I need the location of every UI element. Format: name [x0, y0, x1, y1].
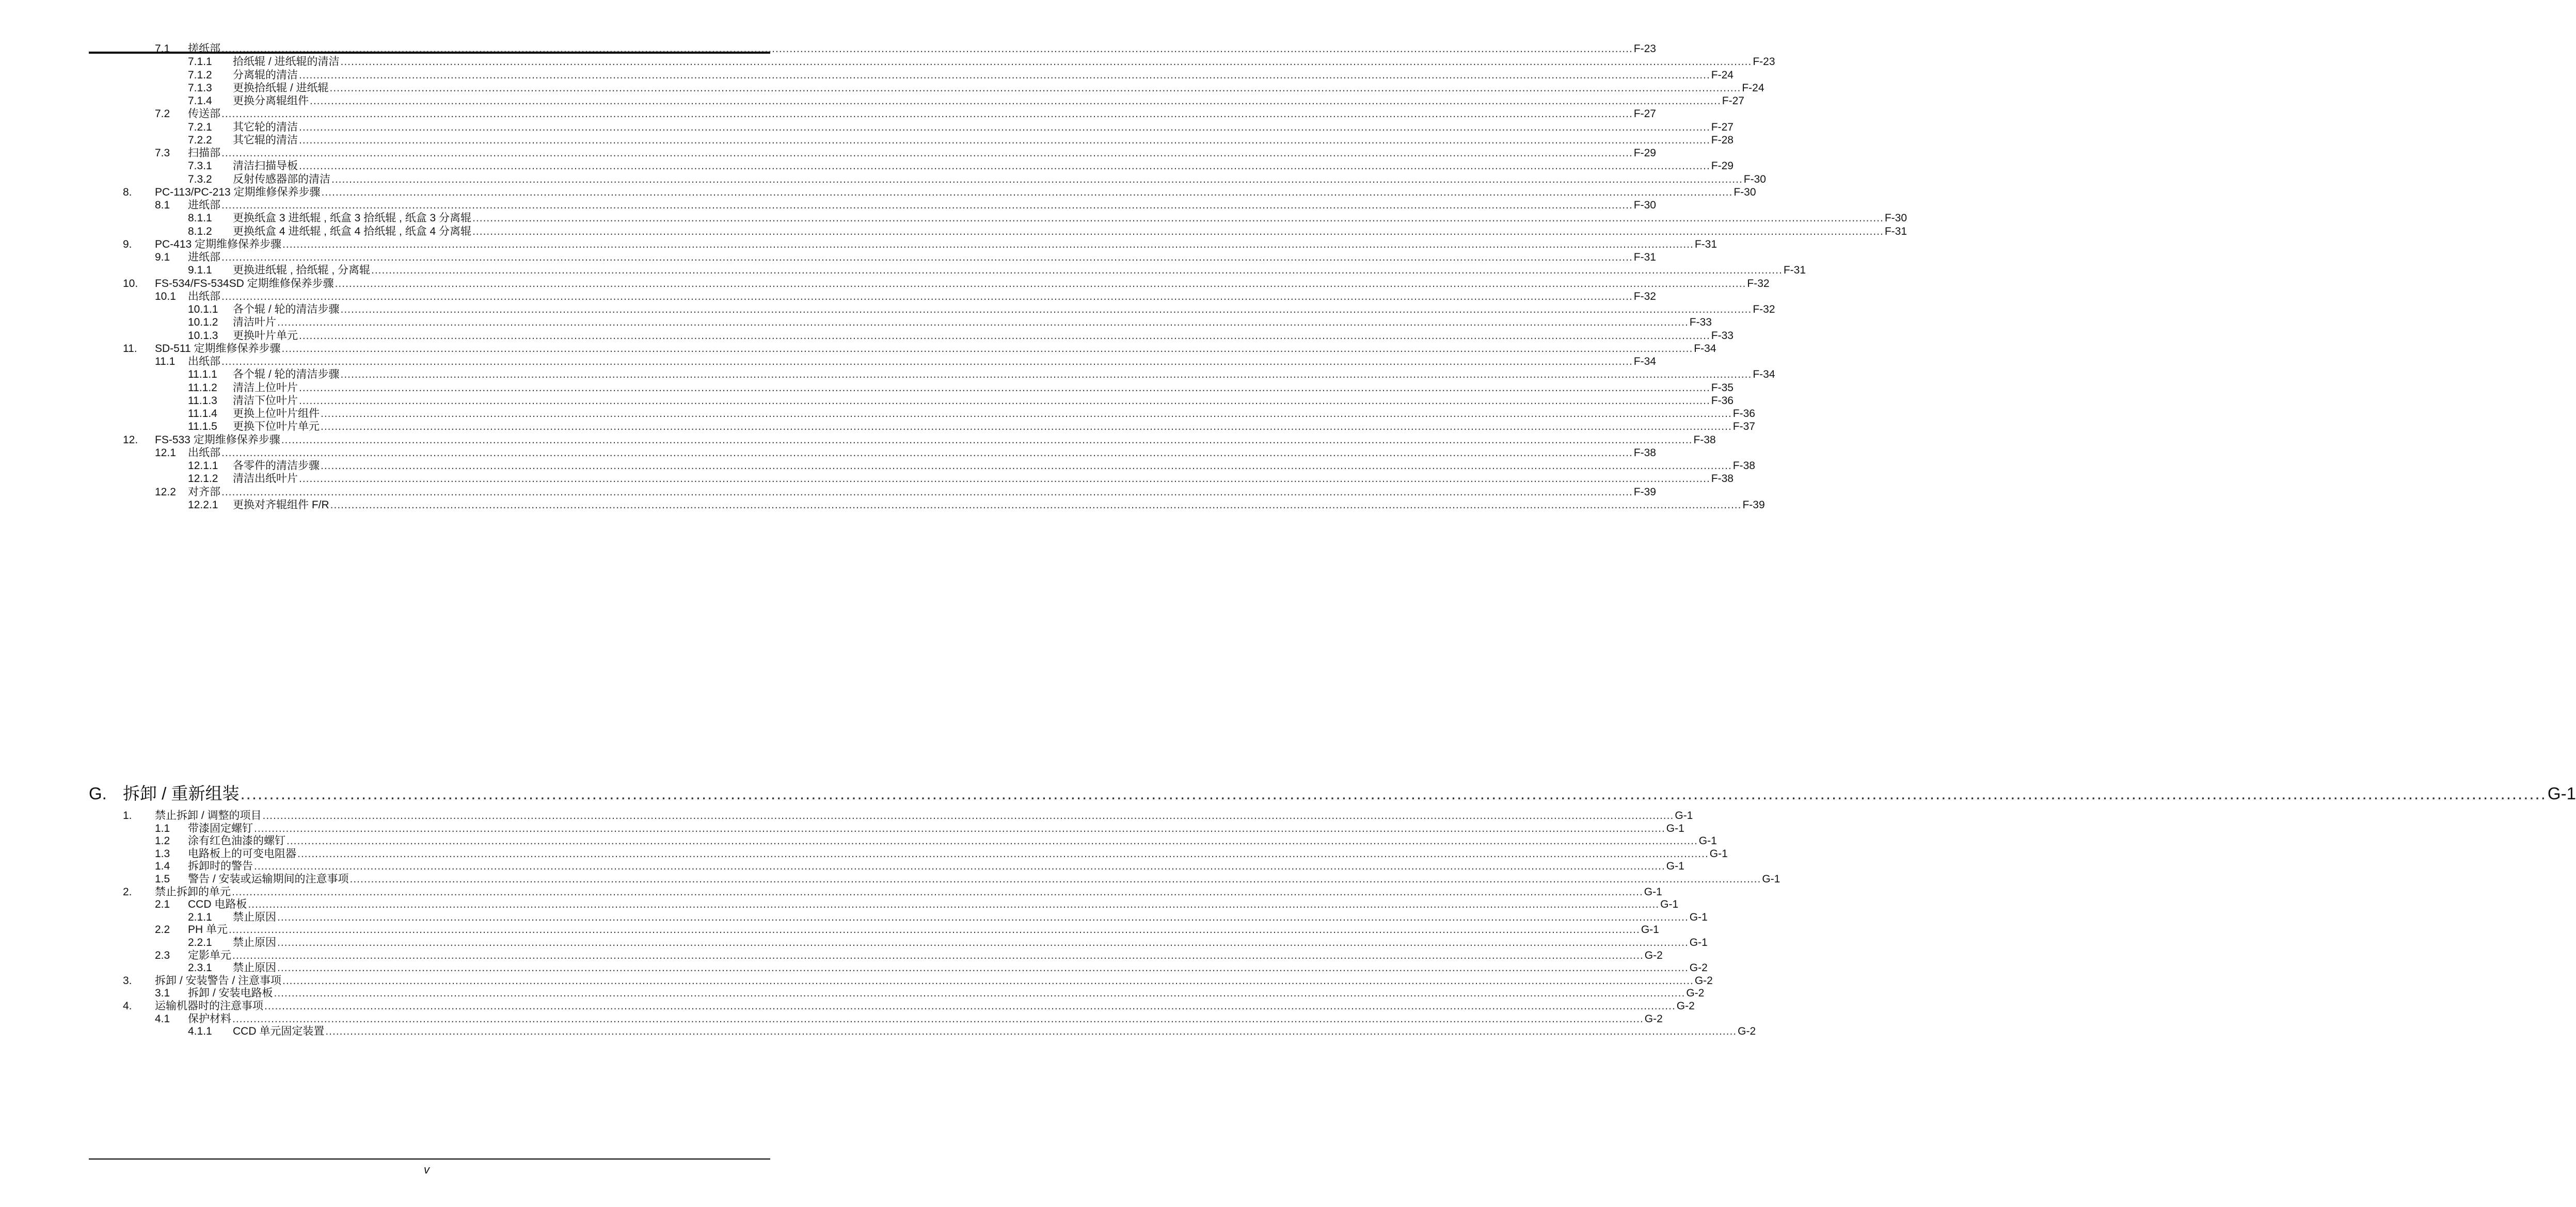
toc-entry-title: CCD 电路板 [188, 898, 247, 910]
toc-entry-number: 7.2.2 [188, 134, 212, 146]
toc-entry-number: G. [89, 784, 107, 803]
dot-leader: ................................................................................................................................................................................................................................................................................................................................................................................................................ [299, 395, 1710, 407]
dot-leader: ................................................................................................................................................................................................................................................................................................................................................................................................................ [321, 408, 1732, 420]
toc-entry-page: F-38 [1693, 434, 1716, 446]
dot-leader: ................................................................................................................................................................................................................................................................................................................................................................................................................ [277, 316, 1689, 328]
toc-entry-title: 更换上位叶片组件 [233, 408, 320, 420]
dot-leader: ................................................................................................................................................................................................................................................................................................................................................................................................................ [329, 82, 1741, 94]
toc-entry-page: G-2 [1676, 1000, 1695, 1012]
toc-entry-title: 更换分离辊组件 [233, 95, 309, 107]
toc-entry-title: FS-533 定期维修保养步骤 [155, 434, 280, 446]
toc-entry-number: 10.1 [155, 291, 176, 302]
toc-entry-page: F-34 [1694, 343, 1716, 355]
toc-entry-number: 10.1.2 [188, 316, 218, 328]
toc-entry-page: F-36 [1732, 408, 1755, 420]
toc-entry-number: 2.1 [155, 898, 170, 910]
toc-entry-number: 1.2 [155, 835, 170, 847]
toc-entry-page: G-2 [1738, 1025, 1756, 1037]
toc-entry-page: F-31 [1884, 226, 1907, 237]
dot-leader: ................................................................................................................................................................................................................................................................................................................................................................................................................ [299, 121, 1710, 133]
toc-entry-number: 12.2 [155, 486, 176, 498]
dot-leader: ................................................................................................................................................................................................................................................................................................................................................................................................................ [232, 949, 1644, 961]
toc-entry-number: 12. [123, 434, 138, 446]
toc-entry-title: 禁止原因 [233, 962, 276, 974]
toc-entry-number: 11.1.2 [188, 382, 217, 394]
toc-entry-number: 1.4 [155, 860, 170, 872]
toc-entry-page: F-32 [1753, 303, 1775, 315]
toc-entry-title: 更换进纸辊 , 拾纸辊 , 分离辊 [233, 264, 371, 276]
toc-entry-page: G-1 [1762, 873, 1780, 885]
toc-entry-page: F-29 [1711, 160, 1734, 172]
toc-entry-title: 清洁扫描导板 [233, 160, 298, 172]
toc-entry-page: G-1 [1675, 810, 1693, 822]
toc-entry-number: 8. [123, 186, 132, 198]
toc-entry-number: 10.1.3 [188, 330, 218, 342]
toc-entry-page: F-32 [1747, 278, 1770, 289]
toc-entry-page: F-39 [1633, 486, 1656, 498]
toc-entry-page: F-29 [1633, 147, 1656, 159]
toc-entry-number: 12.1 [155, 447, 176, 459]
toc-entry-title: 涂有红色油漆的螺钉 [188, 835, 285, 847]
toc-entry-number: 2.1.1 [188, 911, 212, 923]
toc-entry-page: G-1 [1666, 823, 1684, 834]
toc-entry-number: 2. [123, 886, 132, 898]
dot-leader: ................................................................................................................................................................................................................................................................................................................................................................................................................ [221, 43, 1633, 55]
toc-entry-number: 1. [123, 810, 132, 822]
toc-entry-page: G-1 [1660, 898, 1679, 910]
dot-leader: ................................................................................................................................................................................................................................................................................................................................................................................................................ [221, 199, 1633, 211]
toc-entry-number: 4.1.1 [188, 1025, 212, 1037]
toc-entry-page: F-30 [1743, 173, 1766, 185]
toc-entry-number: 12.1.2 [188, 473, 218, 485]
dot-leader: ................................................................................................................................................................................................................................................................................................................................................................................................................ [299, 160, 1710, 172]
toc-entry-page: F-30 [1734, 186, 1756, 198]
toc-entry-page: F-35 [1711, 382, 1734, 394]
toc-entry-number: 11.1.4 [188, 408, 217, 420]
toc-entry-title: 更换纸盒 3 进纸辊 , 纸盒 3 拾纸辊 , 纸盒 3 分离辊 [233, 212, 472, 224]
footer-rule [89, 1158, 770, 1160]
dot-leader: ................................................................................................................................................................................................................................................................................................................................................................................................................ [221, 108, 1633, 120]
dot-leader: ................................................................................................................................................................................................................................................................................................................................................................................................................ [221, 251, 1633, 263]
toc-entry-title: 更换叶片单元 [233, 330, 298, 342]
toc-entry-title: 清洁出纸叶片 [233, 473, 298, 485]
toc-entry-title: 拆卸时的警告 [188, 860, 253, 872]
toc-entry-page: G-2 [1644, 949, 1663, 961]
dot-leader: ................................................................................................................................................................................................................................................................................................................................................................................................................ [221, 291, 1633, 302]
dot-leader: ................................................................................................................................................................................................................................................................................................................................................................................................................ [335, 278, 1746, 289]
toc-entry-page: F-38 [1732, 460, 1755, 472]
toc-entry-page: F-28 [1711, 134, 1734, 146]
toc-entry-page: F-27 [1711, 121, 1734, 133]
toc-entry-number: 7.1.3 [188, 82, 212, 94]
dot-leader: ................................................................................................................................................................................................................................................................................................................................................................................................................ [277, 962, 1689, 974]
dot-leader: ................................................................................................................................................................................................................................................................................................................................................................................................................ [254, 860, 1665, 872]
dot-leader: ................................................................................................................................................................................................................................................................................................................................................................................................................ [321, 460, 1732, 472]
toc-entry-number: 7.1 [155, 43, 170, 55]
dot-leader: ................................................................................................................................................................................................................................................................................................................................................................................................................ [325, 1025, 1737, 1037]
toc-entry-title: 对齐部 [188, 486, 220, 498]
toc-entry-title: 运输机器时的注意事项 [155, 1000, 263, 1012]
toc-entry-number: 3.1 [155, 987, 170, 999]
toc-entry-title: 禁止拆卸的单元 [155, 886, 231, 898]
toc-entry-title: 扫描部 [188, 147, 220, 159]
dot-leader: ................................................................................................................................................................................................................................................................................................................................................................................................................ [340, 368, 1752, 380]
toc-entry-page: G-1 [2547, 784, 2576, 803]
toc-entry-number: 9.1 [155, 251, 170, 263]
toc-entry-page: G-2 [1644, 1013, 1663, 1025]
toc-entry-number: 11.1.3 [188, 395, 217, 407]
toc-entry-number: 8.1.2 [188, 226, 212, 237]
toc-entry-title: 搓纸部 [188, 43, 220, 55]
toc-entry-title: 出纸部 [188, 356, 220, 367]
dot-leader: ................................................................................................................................................................................................................................................................................................................................................................................................................ [331, 173, 1743, 185]
toc-entry-page: F-38 [1711, 473, 1734, 485]
toc-entry-title: 定影单元 [188, 949, 231, 961]
toc-entry-number: 4.1 [155, 1013, 170, 1025]
dot-leader: ................................................................................................................................................................................................................................................................................................................................................................................................................ [221, 486, 1633, 498]
dot-leader: ................................................................................................................................................................................................................................................................................................................................................................................................................ [254, 823, 1665, 834]
toc-entry-number: 11.1.1 [188, 368, 217, 380]
toc-entry-page: F-31 [1694, 238, 1718, 250]
toc-entry-title: 出纸部 [188, 447, 220, 459]
dot-leader: ................................................................................................................................................................................................................................................................................................................................................................................................................ [371, 264, 1783, 276]
toc-entry-number: 12.1.1 [188, 460, 218, 472]
dot-leader: ................................................................................................................................................................................................................................................................................................................................................................................................................ [262, 810, 1674, 822]
toc-entry-title: 更换拾纸辊 / 进纸辊 [233, 82, 329, 94]
toc-entry-title: 拾纸辊 / 进纸辊的清洁 [233, 56, 340, 68]
toc-entry-title: 清洁上位叶片 [233, 382, 298, 394]
toc-entry-page: F-23 [1753, 56, 1775, 68]
toc-entry-number: 11. [123, 343, 137, 355]
toc-entry-number: 11.1 [155, 356, 176, 367]
toc-entry-title: 各零件的清洁步骤 [233, 460, 320, 472]
toc-entry-title: 传送部 [188, 108, 220, 120]
toc-entry-title: SD-511 定期维修保养步骤 [155, 343, 281, 355]
toc-entry-number: 7.1.4 [188, 95, 212, 107]
toc-entry-number: 2.3.1 [188, 962, 212, 974]
toc-entry-number: 7.1.2 [188, 69, 212, 81]
toc-entry-number: 12.2.1 [188, 499, 218, 511]
toc-entry-title: 其它辊的清洁 [233, 134, 298, 146]
toc-entry-page: F-34 [1633, 356, 1656, 367]
toc-entry-title: PC-413 定期维修保养步骤 [155, 238, 282, 250]
dot-leader: ................................................................................................................................................................................................................................................................................................................................................................................................................ [282, 975, 1694, 987]
toc-entry-title: 其它轮的清洁 [233, 121, 298, 133]
toc-entry-page: F-31 [1633, 251, 1656, 263]
toc-entry-title: FS-534/FS-534SD 定期维修保养步骤 [155, 278, 334, 289]
toc-entry-page: F-34 [1753, 368, 1775, 380]
toc-entry-page: F-31 [1783, 264, 1806, 276]
toc-entry-title: 拆卸 / 安装电路板 [188, 987, 273, 999]
toc-entry-line [233, 1024, 1756, 1039]
toc-entry-number: 10.1.1 [188, 303, 218, 315]
dot-leader: ................................................................................................................................................................................................................................................................................................................................................................................................................ [299, 382, 1710, 394]
dot-leader: ................................................................................................................................................................................................................................................................................................................................................................................................................ [221, 356, 1633, 367]
toc-entry-number: 7.3.1 [188, 160, 212, 172]
toc-entry-number: 7.1.1 [188, 56, 212, 68]
toc-entry-page: G-2 [1694, 975, 1713, 987]
dot-leader: ................................................................................................................................................................................................................................................................................................................................................................................................................ [321, 421, 1732, 432]
toc-entry-number: 7.3.2 [188, 173, 212, 185]
dot-leader: ................................................................................................................................................................................................................................................................................................................................................................................................................ [229, 924, 1640, 936]
toc-entry[interactable] [0, 497, 1765, 513]
toc-entry-page: G-2 [1686, 987, 1705, 999]
toc-entry-number: 2.3 [155, 949, 170, 961]
toc-entry-title: 更换对齐辊组件 F/R [233, 499, 329, 511]
toc-entry-title: 带漆固定螺钉 [188, 823, 253, 834]
toc-entry-title: 清洁叶片 [233, 316, 276, 328]
dot-leader: ................................................................................................................................................................................................................................................................................................................................................................................................................ [299, 473, 1710, 485]
toc-entry-page: G-1 [1689, 911, 1708, 923]
toc-entry-page: G-1 [1644, 886, 1662, 898]
toc-entry-number: 7.2 [155, 108, 170, 120]
toc-entry-number: 2.2.1 [188, 937, 212, 948]
dot-leader: ................................................................................................................................................................................................................................................................................................................................................................................................................ [297, 848, 1709, 860]
toc-entry-title: 进纸部 [188, 251, 220, 263]
toc-entry-title: 分离辊的清洁 [233, 69, 298, 81]
dot-leader: ................................................................................................................................................................................................................................................................................................................................................................................................................ [240, 784, 2547, 803]
toc-entry-page: F-24 [1742, 82, 1764, 94]
toc-entry-number: 1.3 [155, 848, 170, 860]
dot-leader: ................................................................................................................................................................................................................................................................................................................................................................................................................ [248, 898, 1660, 910]
toc-entry-page: G-2 [1689, 962, 1708, 974]
toc-entry-page: G-1 [1641, 924, 1659, 936]
dot-leader: ................................................................................................................................................................................................................................................................................................................................................................................................................ [282, 238, 1694, 250]
toc-entry-page: F-33 [1711, 330, 1734, 342]
toc-entry-number: 3. [123, 975, 132, 987]
toc-entry-number: 7.2.1 [188, 121, 212, 133]
toc-entry-title: 警告 / 安装或运输期间的注意事项 [188, 873, 349, 885]
toc-entry-page: G-1 [1666, 860, 1684, 872]
toc-entry-title: 禁止原因 [233, 937, 276, 948]
toc-entry-number: 1.1 [155, 823, 170, 834]
dot-leader: ................................................................................................................................................................................................................................................................................................................................................................................................................ [277, 911, 1689, 923]
toc-entry-title: 出纸部 [188, 291, 220, 302]
toc-entry-title: 进纸部 [188, 199, 220, 211]
toc-entry-page: F-33 [1689, 316, 1712, 328]
toc-entry-page: F-30 [1884, 212, 1907, 224]
dot-leader: ................................................................................................................................................................................................................................................................................................................................................................................................................ [472, 226, 1884, 237]
toc-entry-page: F-24 [1711, 69, 1734, 81]
dot-leader: ................................................................................................................................................................................................................................................................................................................................................................................................................ [299, 330, 1710, 342]
toc-chapter-heading[interactable] [0, 782, 2576, 806]
toc-entry-page: G-1 [1698, 835, 1717, 847]
toc-entry-title: 保护材料 [188, 1013, 231, 1025]
toc-entry-title: 更换纸盒 4 进纸辊 , 纸盒 4 拾纸辊 , 纸盒 4 分离辊 [233, 226, 472, 237]
toc-entry-line [233, 497, 1765, 513]
toc-entry-page: F-27 [1633, 108, 1656, 120]
toc-entry-number: 8.1 [155, 199, 170, 211]
toc-entry-page: F-27 [1722, 95, 1744, 107]
dot-leader: ................................................................................................................................................................................................................................................................................................................................................................................................................ [281, 434, 1693, 446]
toc-entry-title: 拆卸 / 重新组装 [123, 784, 240, 803]
toc-entry-title: CCD 单元固定装置 [233, 1025, 325, 1037]
dot-leader: ................................................................................................................................................................................................................................................................................................................................................................................................................ [274, 987, 1685, 999]
toc-entry-title: PH 单元 [188, 924, 228, 936]
toc-entry-title: 反射传感器部的清洁 [233, 173, 330, 185]
toc-entry-title: 电路板上的可变电阻器 [188, 848, 296, 860]
dot-leader: ................................................................................................................................................................................................................................................................................................................................................................................................................ [340, 56, 1752, 68]
toc-entry-number: 1.5 [155, 873, 170, 885]
toc-entry-number: 9.1.1 [188, 264, 212, 276]
toc-entry-page: F-32 [1633, 291, 1656, 302]
toc-entry-title: 禁止拆卸 / 调整的项目 [155, 810, 262, 822]
toc-entry-title: 禁止原因 [233, 911, 276, 923]
dot-leader: ................................................................................................................................................................................................................................................................................................................................................................................................................ [264, 1000, 1676, 1012]
toc-entry-number: 7.3 [155, 147, 170, 159]
toc-entry-title: 拆卸 / 安装警告 / 注意事项 [155, 975, 282, 987]
toc-entry[interactable] [0, 1024, 1756, 1039]
dot-leader: ................................................................................................................................................................................................................................................................................................................................................................................................................ [330, 499, 1742, 511]
dot-leader: ................................................................................................................................................................................................................................................................................................................................................................................................................ [340, 303, 1752, 315]
toc-entry-page: G-1 [1709, 848, 1728, 860]
dot-leader: ................................................................................................................................................................................................................................................................................................................................................................................................................ [281, 343, 1693, 355]
toc-entry-line [123, 782, 2576, 806]
toc-entry-page: F-23 [1633, 43, 1656, 55]
toc-entry-page: G-1 [1689, 937, 1708, 948]
dot-leader: ................................................................................................................................................................................................................................................................................................................................................................................................................ [221, 147, 1633, 159]
dot-leader: ................................................................................................................................................................................................................................................................................................................................................................................................................ [472, 212, 1884, 224]
dot-leader: ................................................................................................................................................................................................................................................................................................................................................................................................................ [277, 937, 1689, 948]
toc-entry-page: F-39 [1742, 499, 1765, 511]
toc-entry-number: 8.1.1 [188, 212, 212, 224]
dot-leader: ................................................................................................................................................................................................................................................................................................................................................................................................................ [299, 134, 1710, 146]
toc-entry-page: F-30 [1633, 199, 1656, 211]
toc-entry-page: F-37 [1732, 421, 1755, 432]
toc-entry-title: 各个辊 / 轮的清洁步骤 [233, 303, 340, 315]
dot-leader: ................................................................................................................................................................................................................................................................................................................................................................................................................ [232, 1013, 1644, 1025]
dot-leader: ................................................................................................................................................................................................................................................................................................................................................................................................................ [287, 835, 1698, 847]
toc-entry-title: 更换下位叶片单元 [233, 421, 320, 432]
dot-leader: ................................................................................................................................................................................................................................................................................................................................................................................................................ [221, 447, 1633, 459]
toc-entry-title: PC-113/PC-213 定期维修保养步骤 [155, 186, 321, 198]
toc-entry-number: 11.1.5 [188, 421, 217, 432]
dot-leader: ................................................................................................................................................................................................................................................................................................................................................................................................................ [321, 186, 1733, 198]
toc-entry-number: 2.2 [155, 924, 170, 936]
toc-entry-page: F-38 [1633, 447, 1656, 459]
page-number: v [424, 1163, 430, 1176]
toc-entry-number: 9. [123, 238, 132, 250]
dot-leader: ................................................................................................................................................................................................................................................................................................................................................................................................................ [349, 873, 1761, 885]
dot-leader: ................................................................................................................................................................................................................................................................................................................................................................................................................ [310, 95, 1721, 107]
toc-entry-number: 4. [123, 1000, 132, 1012]
toc-entry-title: 清洁下位叶片 [233, 395, 298, 407]
toc-entry-title: 各个辊 / 轮的清洁步骤 [233, 368, 340, 380]
toc-entry-page: F-36 [1711, 395, 1734, 407]
dot-leader: ................................................................................................................................................................................................................................................................................................................................................................................................................ [232, 886, 1643, 898]
dot-leader: ................................................................................................................................................................................................................................................................................................................................................................................................................ [299, 69, 1710, 81]
toc-entry-number: 10. [123, 278, 138, 289]
